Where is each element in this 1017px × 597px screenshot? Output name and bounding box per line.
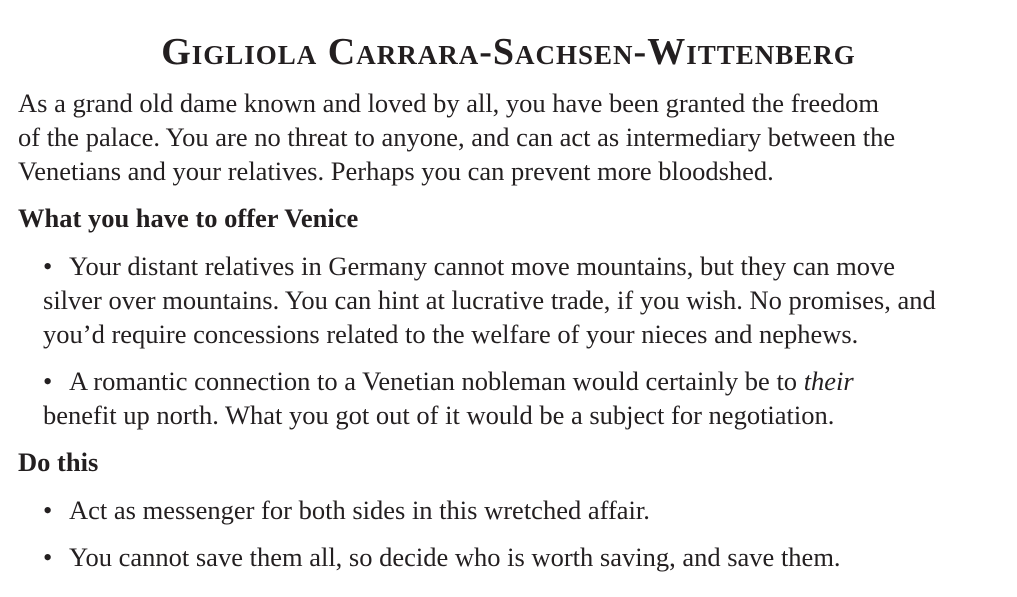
bullet-icon: • (43, 495, 53, 525)
intro-line: of the palace. You are no threat to anyone, and can act as intermediary between the (18, 122, 896, 152)
bullet-icon: • (43, 251, 53, 281)
do-this-item-text: Act as messenger for both sides in this wretched affair. (69, 495, 650, 525)
offer-item (43, 249, 1013, 351)
intro-line: As a grand old dame known and loved by all, you have been granted the freedom (18, 88, 879, 118)
offer-heading: What you have to offer Venice (18, 203, 359, 233)
offer-item-text: Your distant relatives in Germany cannot move mountains, but they can move (69, 251, 896, 281)
offer-item-text: silver over mountains. You can hint at lucrative trade, if you wish. No promises, and (43, 285, 936, 315)
intro-line: Venetians and your relatives. Perhaps you can prevent more bloodshed. (18, 156, 774, 186)
do-this-item (43, 540, 1013, 574)
bullet-icon: • (43, 366, 53, 396)
do-this-item-text: You cannot save them all, so decide who is worth saving, and save them. (69, 542, 841, 572)
do-this-heading: Do this (18, 447, 99, 477)
offer-item-text: benefit up north. What you got out of it would be a subject for negotiation. (43, 400, 835, 430)
do-this-item (43, 493, 1013, 527)
offer-item (43, 364, 1013, 432)
intro-paragraph (18, 86, 1008, 188)
bullet-icon: • (43, 542, 53, 572)
offer-item-text: A romantic connection to a Venetian nobleman would certainly be to (69, 366, 804, 396)
page-title: Gigliola Carrara-Sachsen-Wittenberg (161, 31, 856, 73)
emphasis-text: their (803, 366, 854, 396)
offer-item-text: you’d require concessions related to the welfare of your nieces and nephews. (43, 319, 859, 349)
